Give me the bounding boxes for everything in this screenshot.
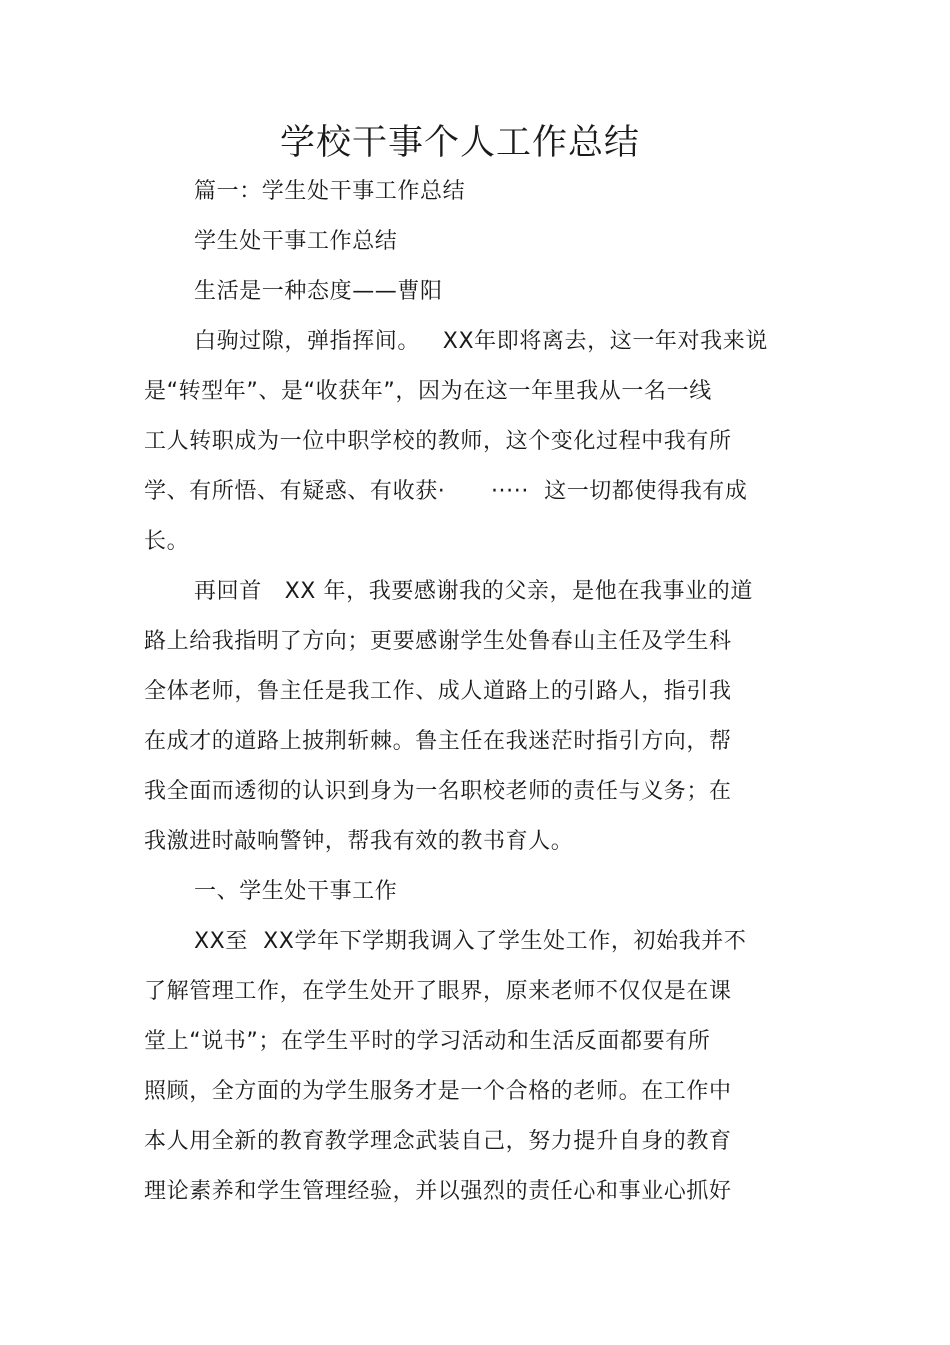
section-heading-part-one: 篇一：学生处干事工作总结 [194, 179, 466, 204]
paragraph-line: 是“转型年”、是“收获年”，因为在这一年里我从一名一线 [144, 379, 712, 404]
paragraph-line: 理论素养和学生管理经验，并以强烈的责任心和事业心抓好 [144, 1179, 732, 1204]
paragraph-line: 照顾，全方面的为学生服务才是一个合格的老师。在工作中 [144, 1079, 732, 1104]
paragraph-line: 我全面而透彻的认识到身为一名职校老师的责任与义务；在 [144, 779, 732, 804]
subtitle: 学生处干事工作总结 [194, 229, 398, 254]
section-heading-1: 一、学生处干事工作 [194, 879, 398, 904]
paragraph-line: 全体老师，鲁主任是我工作、成人道路上的引路人，指引我 [144, 679, 732, 704]
paragraph-line: XX至 XX学年下学期我调入了学生处工作，初始我并不 [194, 929, 747, 954]
paragraph-line: 本人用全新的教育教学理念武装自己，努力提升自身的教育 [144, 1129, 732, 1154]
paragraph-line: 再回首 XX 年，我要感谢我的父亲，是他在我事业的道 [194, 579, 753, 604]
paragraph-line: 了解管理工作，在学生处开了眼界，原来老师不仅仅是在课 [144, 979, 732, 1004]
paragraph-line: 白驹过隙，弹指挥间。 XX年即将离去，这一年对我来说 [194, 329, 768, 354]
paragraph-line: 路上给我指明了方向；更要感谢学生处鲁春山主任及学生科 [144, 629, 732, 654]
paragraph-line: 长。 [144, 529, 190, 554]
paragraph-line: 我激进时敲响警钟，帮我有效的教书育人。 [144, 829, 574, 854]
document-title: 学校干事个人工作总结 [279, 123, 640, 163]
paragraph-line: 在成才的道路上披荆斩棘。鲁主任在我迷茫时指引方向，帮 [144, 729, 732, 754]
paragraph-line: 学、有所悟、有疑惑、有收获· ····· 这一切都使得我有成 [144, 479, 748, 504]
paragraph-line: 工人转职成为一位中职学校的教师，这个变化过程中我有所 [144, 429, 732, 454]
byline: 生活是一种态度——曹阳 [194, 279, 443, 304]
paragraph-line: 堂上“说书”；在学生平时的学习活动和生活反面都要有所 [144, 1029, 711, 1054]
